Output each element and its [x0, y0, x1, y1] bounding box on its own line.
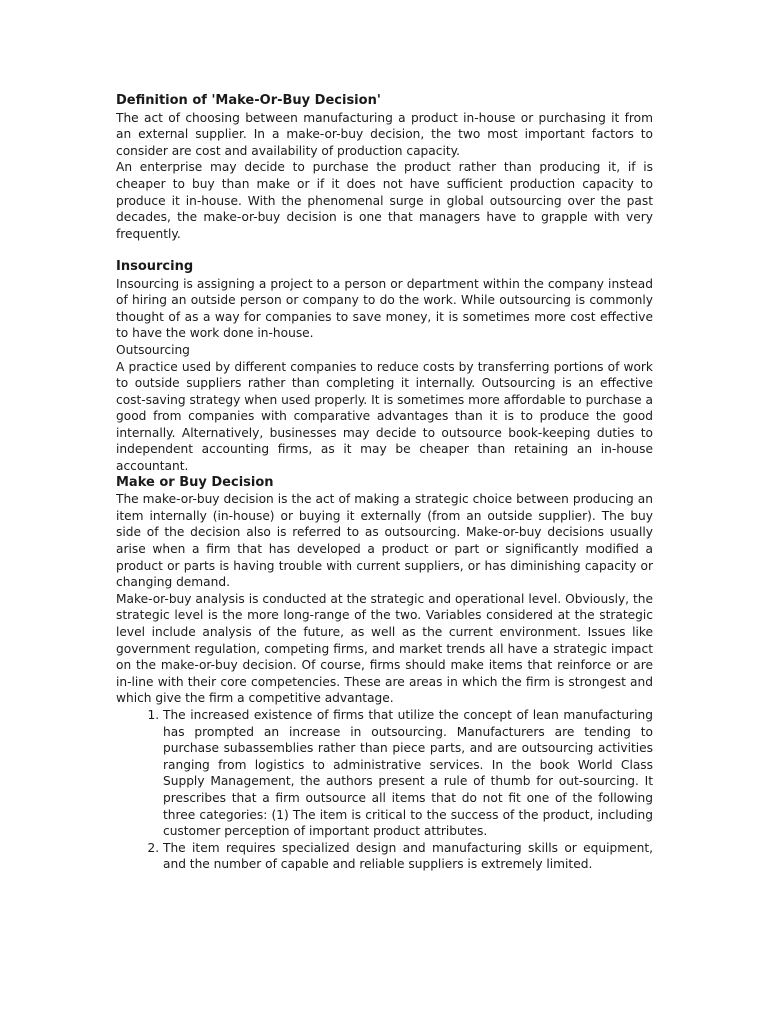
- list-item: 2. The item requires specialized design and manufacturing skills or equipment, and the number of capable and reliable suppliers is extremely limited.: [163, 840, 653, 873]
- list-item: 1. The increased existence of firms that utilize the concept of lean manufacturing has prompted an increase in outsourcing. Manufacturers are tending to purchase subassemblies rather than piece parts, and are outsourcing activities ranging from logistics to administrative services. In the book World Class Supply Management, the authors present a rule of thumb for out-sourcing. It prescribes that a firm outsource all items that do not fit one of the following three categories: (1) The item is critical to the success of the product, including customer perception of important product attributes.: [163, 707, 653, 840]
- paragraph-make-or-buy-1: The make-or-buy decision is the act of making a strategic choice between producing an item internally (in-house) or buying it externally (from an outside supplier). The buy side of the decision also is referred to as outsourcing. Make-or-buy decisions usually arise when a firm that has developed a product or part or significantly modified a product or parts is having trouble with current suppliers, or has diminishing capacity or changing demand.: [116, 492, 653, 590]
- paragraph-definition-1: The act of choosing between manufacturing a product in-house or purchasing it from an external supplier. In a make-or-buy decision, the two most important factors to consider are cost and availability of production capacity.: [116, 110, 653, 158]
- document-page: [116, 93, 653, 873]
- numbered-list: [116, 707, 653, 873]
- heading-insourcing: Insourcing: [116, 258, 194, 274]
- heading-definition: Definition of 'Make-Or-Buy Decision': [116, 93, 381, 108]
- spacer: [116, 242, 653, 259]
- paragraph-definition-2: An enterprise may decide to purchase the product rather than producing it, if is cheaper to buy than make or if it does not have sufficient production capacity to produce it in-house. With the phenomenal surge in global outsourcing over the past decades, the make-or-buy decision is one that managers have to grapple with very frequently.: [116, 160, 653, 241]
- heading-outsourcing: Outsourcing: [116, 342, 190, 357]
- paragraph-make-or-buy-2: Make-or-buy analysis is conducted at the strategic and operational level. Obviously, the strategic level is the more long-range of the two. Variables considered at the strategic level include analysis of the future, as well as the current environment. Issues like government regulation, competing firms, and market trends all have a strategic impact on the make-or-buy decision. Of course, firms should make items that reinforce or are in-line with their core competencies. These are areas in which the firm is strongest and which give the firm a competitive advantage.: [116, 591, 653, 706]
- paragraph-insourcing: Insourcing is assigning a project to a person or department within the company instead of hiring an outside person or company to do the work. While outsourcing is commonly thought of as a way for companies to save money, it is sometimes more cost effective to have the work done in-house.: [116, 276, 653, 341]
- heading-make-or-buy: Make or Buy Decision: [116, 474, 274, 490]
- paragraph-outsourcing: A practice used by different companies to reduce costs by transferring portions of work to outside suppliers rather than completing it internally. Outsourcing is an effective cost-saving strategy when used properly. It is sometimes more affordable to purchase a good from companies with comparative advantages than it is to produce the good internally. Alternatively, businesses may decide to outsource book-keeping duties to independent accounting firms, as it may be cheaper than retaining an in-house accountant.: [116, 359, 653, 474]
